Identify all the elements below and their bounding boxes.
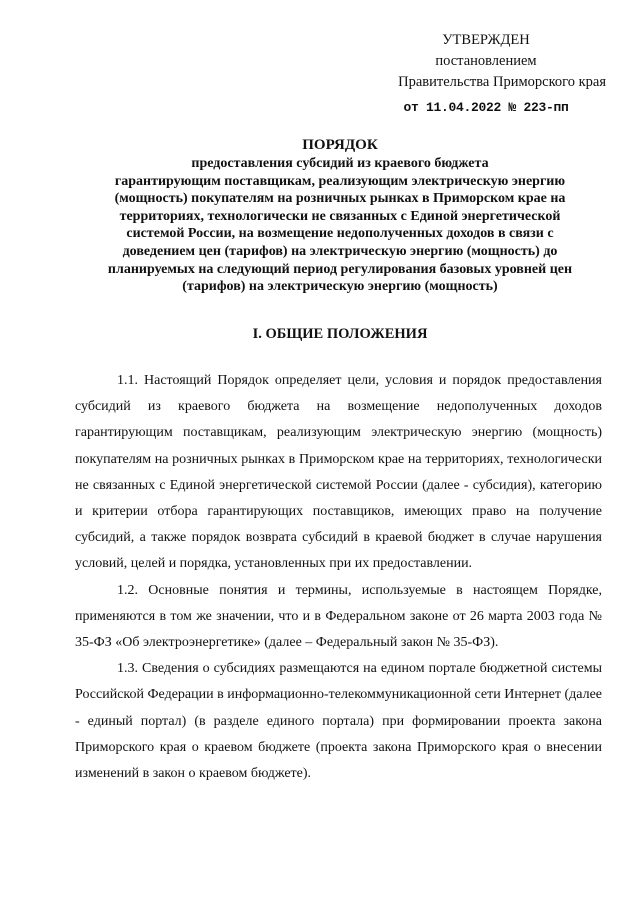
paragraph-1-1: 1.1. Настоящий Порядок определяет цели, условия и порядок предоставления субсидий из краевого бюджета на возмещение недополученных доходов гарантирующим поставщикам, реализующим электрическую энергию (мощность) покупателям на розничных рынках в Приморском крае на территориях, технологически не связанных с Единой энергетической системой России (далее - субсидия), категорию и критерии отбора гарантирующих поставщиков, имеющих право на получение субсидий, а также порядок возврата субсидий в краевой бюджет в случае нарушения условий, целей и порядка, установленных при их предоставлении. [75,373,602,572]
approval-date-number-stamp: от 11.04.2022 № 223-пп [403,100,569,115]
title-line: (тарифов) на электрическую энергию (мощность) [182,279,498,295]
approval-title: УТВЕРЖДЕН [442,32,530,48]
title-line: (мощность) покупателям на розничных рынках в Приморском крае на [114,191,566,207]
approval-block [366,30,606,118]
section-heading: I. ОБЩИЕ ПОЛОЖЕНИЯ [252,326,428,342]
approval-resolution: постановлением [435,53,537,69]
paragraph-1-3: 1.3. Сведения о субсидиях размещаются на едином портале бюджетной системы Российской Федерации в информационно-телекоммуникационной сети Интернет (далее - единый портал) (в разделе единого портала) при формировании проекта закона Приморского края о краевом бюджете (проекта закона Приморского края о внесении изменений в закон о краевом бюджете). [75,661,603,782]
approval-authority: Правительства Приморского края [398,74,606,90]
title-line: системой России, на возмещение недополученных доходов в связи с [126,226,554,242]
title-line: предоставления субсидий из краевого бюджета [191,156,489,171]
title-line: территориях, технологически не связанных с Единой энергетической [119,208,561,224]
document-title [70,136,610,296]
title-line: планируемых на следующий период регулирования базовых уровней цен [107,261,573,277]
title-line: гарантирующим поставщикам, реализующим электрическую энергию [114,173,566,189]
document-body [75,368,602,787]
paragraph-1-2: 1.2. Основные понятия и термины, используемые в настоящем Порядке, применяются в том же значении, что и в Федеральном законе от 26 марта 2003 года № 35-ФЗ «Об электроэнергетике» (далее – Федеральный закон № 35-ФЗ). [75,582,602,651]
title-main: ПОРЯДОК [302,137,378,153]
title-line: доведением цен (тарифов) на электрическую энергию (мощность) до [122,243,558,259]
